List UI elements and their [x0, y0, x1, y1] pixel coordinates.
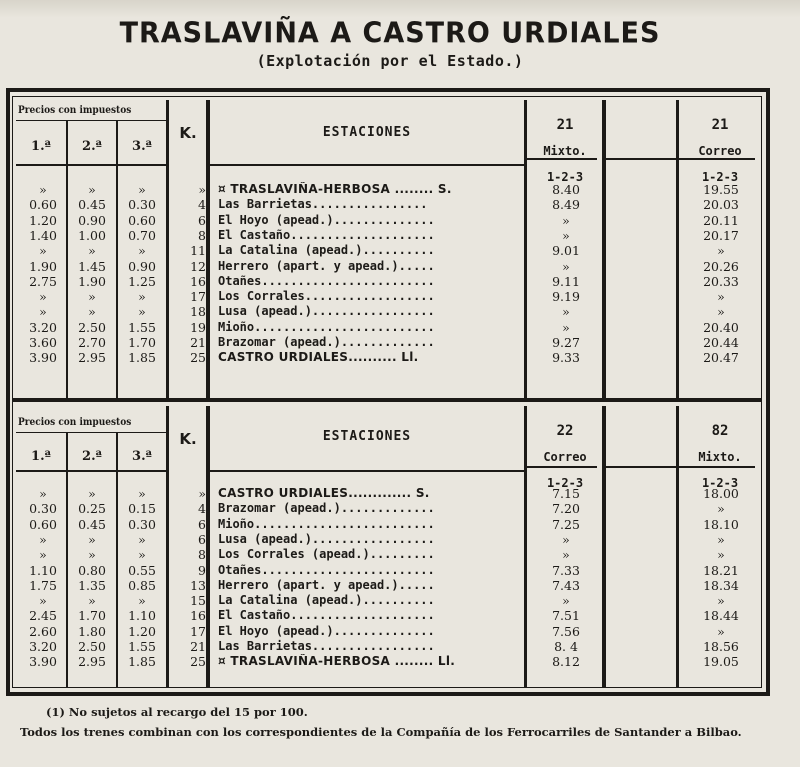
- table-row: [12, 624, 762, 639]
- price-class-3: 1.55: [128, 319, 156, 335]
- station-name: El Castaño....................: [218, 227, 435, 242]
- train-2-time: 18.56: [703, 639, 739, 654]
- km-cell: 18: [190, 304, 206, 320]
- km-cell: 16: [190, 273, 206, 289]
- table-row: [12, 274, 762, 289]
- price-class-2: »: [88, 243, 96, 259]
- price-class-1: 1.20: [29, 212, 57, 228]
- price-class-3: 1.55: [128, 639, 156, 654]
- price-class-1: »: [39, 182, 47, 197]
- station-name: Otañes........................: [218, 273, 435, 288]
- station-name: El Hoyo (apead.)..............: [218, 212, 435, 227]
- price-class-1: 2.75: [29, 273, 57, 289]
- km-cell: 19: [190, 319, 206, 335]
- header-rule: [16, 470, 166, 472]
- price-class-1: 2.45: [29, 608, 57, 624]
- price-class-2: 0.45: [78, 197, 106, 213]
- price-class-3: 0.55: [128, 562, 156, 578]
- km-cell: 12: [190, 258, 206, 274]
- train-1-time: »: [562, 531, 570, 547]
- station-name: Brazomar (apead.).............: [218, 501, 435, 516]
- price-class-1: »: [39, 486, 47, 501]
- price-class-3: 1.25: [128, 273, 156, 289]
- price-class-2: 0.45: [78, 516, 106, 532]
- km-cell: 21: [190, 639, 206, 654]
- price-class-3: »: [138, 243, 146, 259]
- km-header: K.: [179, 430, 197, 448]
- train-1-time: »: [562, 212, 570, 228]
- table-row: [12, 289, 762, 304]
- train-2-type: Mixto.: [698, 450, 742, 464]
- train-1-time: 9.01: [552, 243, 580, 259]
- table-row: [12, 197, 762, 212]
- train-1-time: 7.43: [552, 577, 580, 593]
- train-1-time: 9.19: [552, 289, 580, 305]
- price-class-2: 0.90: [78, 212, 106, 228]
- km-cell: 6: [198, 531, 206, 547]
- price-class-1: 1.10: [29, 562, 57, 578]
- station-name: CASTRO URDIALES............. S.: [218, 486, 430, 500]
- station-name: El Hoyo (apead.)..............: [218, 623, 435, 638]
- price-class-3: 0.70: [128, 227, 156, 243]
- stations-header: ESTACIONES: [322, 429, 412, 444]
- price-class-2: 2.95: [78, 350, 106, 366]
- km-cell: 9: [198, 562, 206, 578]
- train-2-time: 20.26: [703, 258, 739, 274]
- price-class-3: »: [138, 593, 146, 609]
- table-row: [12, 563, 762, 578]
- price-class-2: »: [88, 593, 96, 609]
- train-2-time: »: [717, 593, 725, 609]
- timetable-return: [12, 402, 762, 688]
- table-row: [12, 593, 762, 608]
- train-2-time: »: [717, 304, 725, 320]
- price-class-1: »: [39, 243, 47, 259]
- price-class-1: 3.20: [29, 639, 57, 654]
- km-cell: 4: [198, 197, 206, 213]
- class-2-header: 2.ª: [82, 449, 102, 464]
- page-title: TRASLAVIÑA A CASTRO URDIALES: [119, 17, 661, 50]
- price-class-1: 3.90: [29, 350, 57, 366]
- train-2-time: 19.55: [703, 182, 739, 197]
- table-row: [12, 228, 762, 243]
- table-row: [12, 532, 762, 547]
- train-2-time: 20.33: [703, 273, 739, 289]
- train-2-time: »: [717, 623, 725, 639]
- footnote-2: Todos los trenes combinan con los correspondientes de la Compañía de los Ferrocarriles de Santander a Bilbao.: [20, 725, 742, 739]
- train-2-time: »: [717, 547, 725, 563]
- train-1-time: 8.12: [552, 654, 580, 670]
- price-class-2: 2.50: [78, 639, 106, 654]
- footnotes: [8, 702, 793, 742]
- station-name: Brazomar (apead.).............: [218, 335, 435, 349]
- price-class-3: 1.20: [128, 623, 156, 639]
- train-2-time: »: [717, 531, 725, 547]
- price-class-1: 0.60: [29, 197, 57, 213]
- station-name: Herrero (apart. y apead.).....: [218, 577, 435, 592]
- station-name: Otañes........................: [218, 562, 435, 577]
- train-1-time: 7.56: [552, 623, 580, 639]
- price-class-2: »: [88, 182, 96, 197]
- km-cell: 25: [190, 654, 206, 670]
- price-class-3: 0.15: [128, 501, 156, 517]
- price-class-1: 1.75: [29, 577, 57, 593]
- train-1-number: 22: [556, 423, 574, 439]
- price-class-3: 0.90: [128, 258, 156, 274]
- train-1-time: 7.20: [552, 501, 580, 517]
- train-1-time: 7.33: [552, 562, 580, 578]
- price-class-1: »: [39, 531, 47, 547]
- km-cell: 17: [190, 623, 206, 639]
- price-class-1: 0.30: [29, 501, 57, 517]
- train-1-number: 21: [556, 117, 574, 133]
- table-row: [12, 654, 762, 669]
- paper-edge: [0, 0, 800, 18]
- station-name: ¤ TRASLAVIÑA-HERBOSA ........ Ll.: [218, 654, 456, 669]
- train-1-time: »: [562, 227, 570, 243]
- station-name: Los Corrales (apead.).........: [218, 547, 435, 562]
- station-name: Lusa (apead.).................: [218, 531, 435, 546]
- km-header: K.: [179, 124, 197, 142]
- train-2-time: 18.21: [703, 562, 739, 578]
- station-name: Las Barrietas.................: [218, 639, 435, 653]
- prices-header: Precios con impuestos: [18, 417, 132, 428]
- prices-header: Precios con impuestos: [18, 105, 132, 116]
- price-class-2: 1.45: [78, 258, 106, 274]
- table-row: [12, 547, 762, 562]
- class-3-header: 3.ª: [132, 139, 152, 154]
- price-class-1: »: [39, 304, 47, 320]
- price-class-3: »: [138, 304, 146, 320]
- table-row: [12, 335, 762, 350]
- price-class-2: 1.80: [78, 623, 106, 639]
- price-class-1: 3.60: [29, 335, 57, 350]
- stations-header: ESTACIONES: [322, 125, 412, 140]
- train-2-time: 20.47: [703, 350, 739, 366]
- train-2-time: 18.10: [703, 516, 739, 532]
- train-2-number: 21: [711, 117, 729, 133]
- table-row: [12, 486, 762, 501]
- station-name: Mioño.........................: [218, 516, 435, 531]
- price-class-1: 3.20: [29, 319, 57, 335]
- price-class-3: 0.30: [128, 516, 156, 532]
- train-1-time: 9.27: [552, 335, 580, 350]
- train-1-time: »: [562, 593, 570, 609]
- train-2-time: 20.44: [703, 335, 739, 350]
- price-class-2: 2.95: [78, 654, 106, 670]
- price-class-3: 1.10: [128, 608, 156, 624]
- footnote-1: (1) No sujetos al recargo del 15 por 100.: [46, 705, 308, 719]
- table-row: [12, 350, 762, 365]
- header-rule: [210, 164, 524, 166]
- price-class-2: »: [88, 547, 96, 563]
- train-2-time: »: [717, 289, 725, 305]
- train-1-time: 7.25: [552, 516, 580, 532]
- train-2-time: »: [717, 243, 725, 259]
- price-class-3: 1.85: [128, 350, 156, 366]
- station-name: Herrero (apart. y apead.).....: [218, 258, 435, 273]
- train-1-time: »: [562, 319, 570, 335]
- train-1-classes: 1-2-3: [546, 170, 584, 184]
- price-class-2: »: [88, 304, 96, 320]
- table-row: [12, 517, 762, 532]
- price-class-3: 1.85: [128, 654, 156, 670]
- km-cell: 8: [198, 547, 206, 563]
- price-class-2: »: [88, 289, 96, 305]
- table-row: [12, 608, 762, 623]
- train-2-time: 20.11: [703, 212, 739, 228]
- price-class-3: 0.85: [128, 577, 156, 593]
- train-1-time: 9.11: [552, 273, 580, 289]
- km-cell: »: [198, 182, 206, 197]
- price-class-2: »: [88, 486, 96, 501]
- price-class-1: 3.90: [29, 654, 57, 670]
- price-class-1: »: [39, 289, 47, 305]
- class-1-header: 1.ª: [31, 449, 51, 464]
- price-class-1: 2.60: [29, 623, 57, 639]
- train-2-time: 18.34: [703, 577, 739, 593]
- km-cell: 13: [190, 577, 206, 593]
- price-class-3: 0.60: [128, 212, 156, 228]
- price-class-2: 2.50: [78, 319, 106, 335]
- train-1-type: Mixto.: [543, 144, 587, 158]
- timetable-outbound: [12, 96, 762, 398]
- price-class-2: »: [88, 531, 96, 547]
- table-row: [12, 639, 762, 654]
- station-name: La Catalina (apead.)..........: [218, 593, 435, 608]
- price-class-3: »: [138, 289, 146, 305]
- page-subtitle: (Explotación por el Estado.): [256, 52, 524, 70]
- price-class-3: 0.30: [128, 197, 156, 213]
- km-cell: 16: [190, 608, 206, 624]
- price-class-2: 0.25: [78, 501, 106, 517]
- price-class-2: 1.70: [78, 608, 106, 624]
- train-2-time: 18.44: [703, 608, 739, 624]
- train-1-time: 9.33: [552, 350, 580, 366]
- train-2-time: 20.03: [703, 197, 739, 213]
- km-cell: 4: [198, 501, 206, 517]
- train-1-time: 7.15: [552, 486, 580, 501]
- train-1-time: »: [562, 547, 570, 563]
- train-2-time: 20.40: [703, 319, 739, 335]
- km-cell: 11: [190, 243, 206, 259]
- price-class-3: 1.70: [128, 335, 156, 350]
- header-rule: [210, 470, 524, 472]
- price-class-1: 1.90: [29, 258, 57, 274]
- price-class-2: 0.80: [78, 562, 106, 578]
- train-1-time: 8.49: [552, 197, 580, 213]
- train-2-time: 20.17: [703, 227, 739, 243]
- price-class-1: »: [39, 593, 47, 609]
- table-row: [12, 578, 762, 593]
- price-class-3: »: [138, 486, 146, 501]
- price-class-2: 1.35: [78, 577, 106, 593]
- station-name: Lusa (apead.).................: [218, 304, 435, 319]
- station-name: Las Barrietas................: [218, 197, 428, 212]
- km-cell: 6: [198, 516, 206, 532]
- station-name: ¤ TRASLAVIÑA-HERBOSA ........ S.: [218, 182, 452, 196]
- train-2-classes: 1-2-3: [701, 170, 739, 184]
- price-class-2: 1.90: [78, 273, 106, 289]
- price-class-1: 0.60: [29, 516, 57, 532]
- train-1-time: »: [562, 304, 570, 320]
- train-1-time: 8.40: [552, 182, 580, 197]
- train-2-classes: 1-2-3: [701, 476, 739, 490]
- station-name: Los Corrales..................: [218, 289, 435, 304]
- km-cell: 21: [190, 335, 206, 350]
- class-3-header: 3.ª: [132, 449, 152, 464]
- train-2-time: 18.00: [703, 486, 739, 501]
- header-rule: [16, 120, 166, 121]
- table-row: [12, 259, 762, 274]
- train-1-time: 7.51: [552, 608, 580, 624]
- class-2-header: 2.ª: [82, 139, 102, 154]
- table-row: [12, 304, 762, 319]
- price-class-3: »: [138, 182, 146, 197]
- station-name: CASTRO URDIALES.......... Ll.: [218, 350, 419, 365]
- header-rule: [606, 158, 676, 160]
- price-class-3: »: [138, 547, 146, 563]
- class-1-header: 1.ª: [31, 139, 51, 154]
- train-2-time: 19.05: [703, 654, 739, 670]
- price-class-2: 1.00: [78, 227, 106, 243]
- table-row: [12, 213, 762, 228]
- station-name: La Catalina (apead.)..........: [218, 243, 435, 258]
- train-1-time: »: [562, 258, 570, 274]
- train-1-time: 8. 4: [554, 639, 578, 654]
- km-cell: 25: [190, 350, 206, 366]
- km-cell: 8: [198, 227, 206, 243]
- table-row: [12, 182, 762, 197]
- train-2-number: 82: [711, 423, 729, 439]
- table-row: [12, 243, 762, 258]
- train-2-time: »: [717, 501, 725, 517]
- km-cell: »: [198, 486, 206, 501]
- station-name: El Castaño....................: [218, 608, 435, 623]
- train-2-type: Correo: [698, 144, 742, 158]
- price-class-1: 1.40: [29, 227, 57, 243]
- train-1-type: Correo: [543, 450, 587, 464]
- price-class-3: »: [138, 531, 146, 547]
- km-cell: 15: [190, 593, 206, 609]
- price-class-2: 2.70: [78, 335, 106, 350]
- table-row: [12, 320, 762, 335]
- km-cell: 6: [198, 212, 206, 228]
- header-rule: [606, 466, 676, 468]
- table-row: [12, 501, 762, 516]
- header-rule: [16, 432, 166, 433]
- header-rule: [16, 164, 166, 166]
- station-name: Mioño.........................: [218, 319, 435, 334]
- train-1-classes: 1-2-3: [546, 476, 584, 490]
- km-cell: 17: [190, 289, 206, 305]
- price-class-1: »: [39, 547, 47, 563]
